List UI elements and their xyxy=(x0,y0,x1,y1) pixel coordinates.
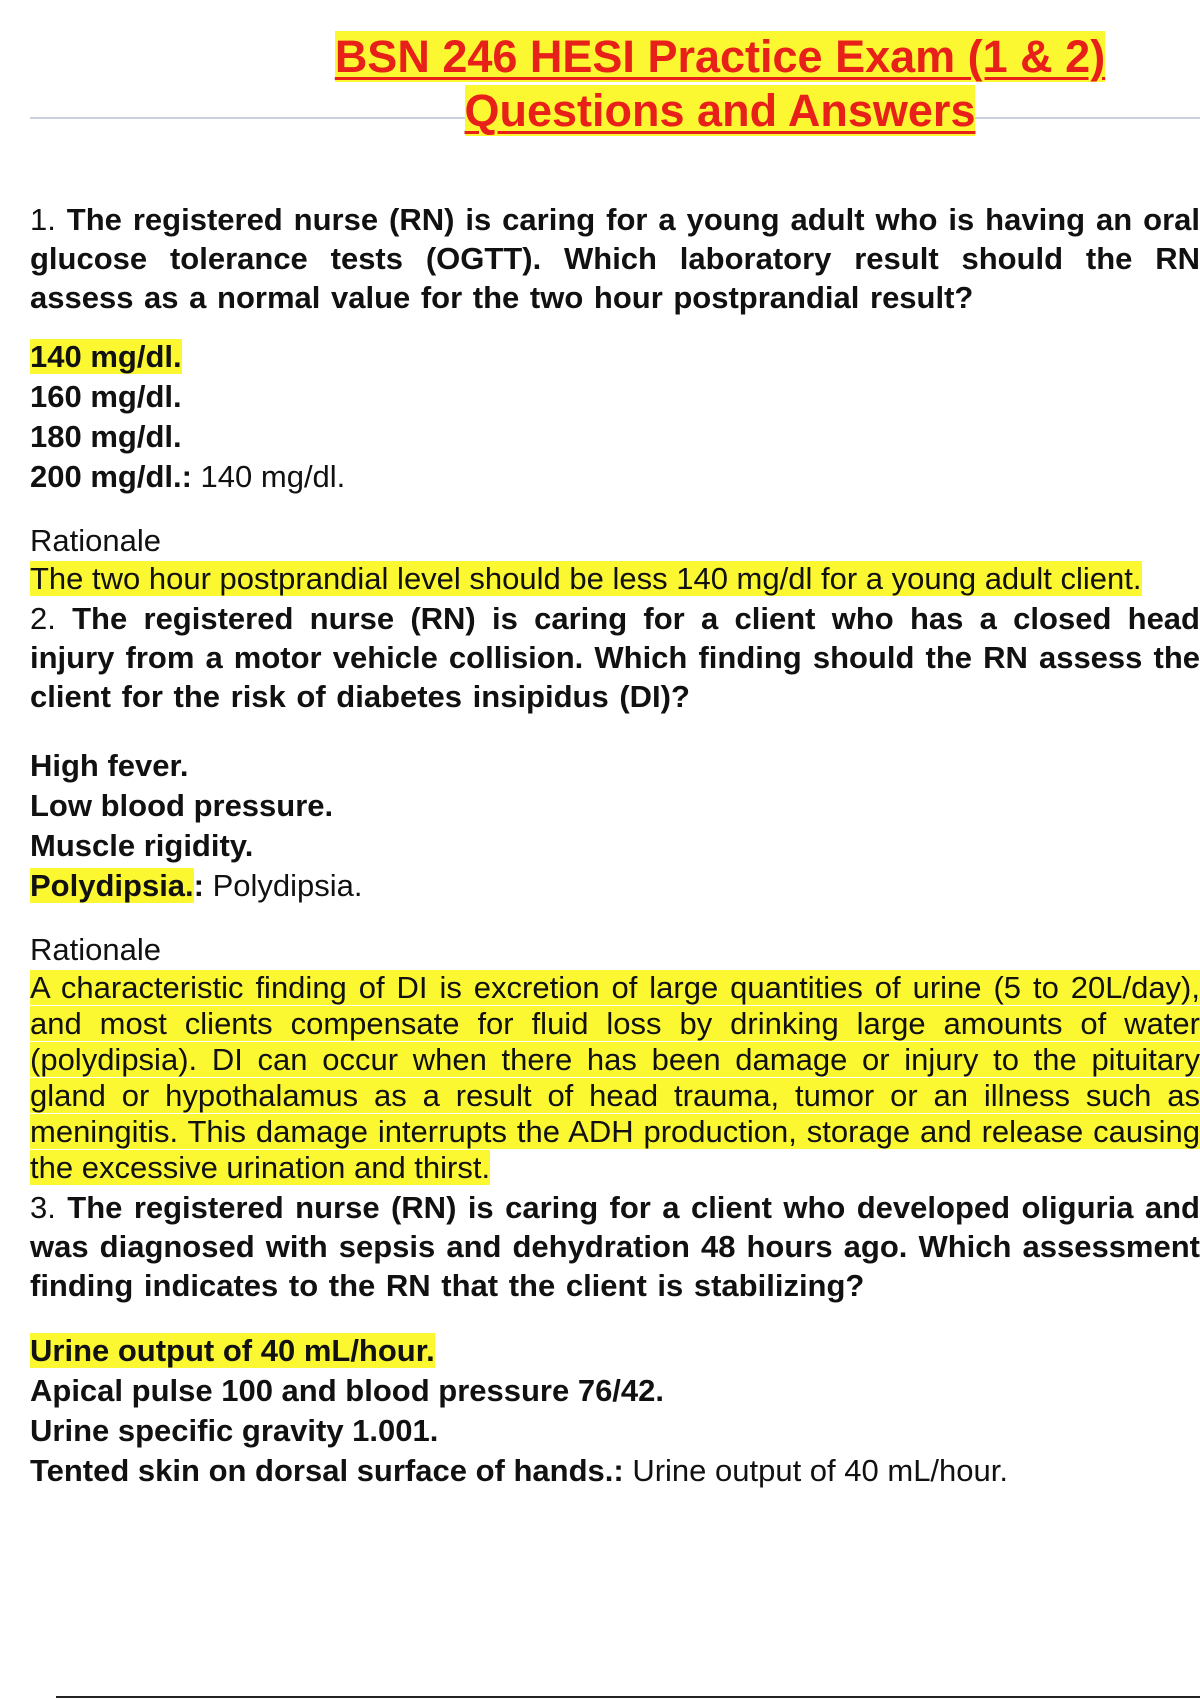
rationale-text xyxy=(30,970,1200,1186)
document-title xyxy=(240,30,1200,138)
rationale-highlight: The two hour postprandial level should be less 140 mg/dl for a young adult client. xyxy=(30,561,1142,596)
question-3 xyxy=(30,1188,1200,1305)
option-item xyxy=(30,746,1200,786)
option-text: High fever. xyxy=(30,748,189,783)
answer-separator: : xyxy=(193,868,213,903)
option-text: 180 mg/dl. xyxy=(30,419,182,454)
question-number: 2. xyxy=(30,601,56,636)
option-item xyxy=(30,1411,1200,1451)
option-item xyxy=(30,337,1200,377)
question-1 xyxy=(30,200,1200,317)
question-text: The registered nurse (RN) is caring for a client who developed oliguria and was diagnosed with sepsis and dehydration 48 hours ago. Which assessment finding indicates to the RN that the client is stabilizing? xyxy=(30,1190,1200,1303)
rationale-text xyxy=(30,561,1200,597)
answer-text: 140 mg/dl. xyxy=(200,459,346,494)
option-text: Low blood pressure. xyxy=(30,788,334,823)
option-item xyxy=(30,1451,1200,1491)
rationale-highlight: A characteristic finding of DI is excretion of large quantities of urine (5 to 20L/day), and most clients compensate for fluid loss by drinking large amounts of water (polydipsia). DI can occur when there has been damage or injury to the pituitary gland or hypothalamus as a result of head trauma, tumor or an illness such as meningitis. This damage interrupts the ADH production, storage and release causing the excessive urination and thirst. xyxy=(30,970,1200,1185)
option-item xyxy=(30,417,1200,457)
option-text: Apical pulse 100 and blood pressure 76/42. xyxy=(30,1373,665,1408)
option-item xyxy=(30,866,1200,906)
question-text: The registered nurse (RN) is caring for a young adult who is having an oral glucose tolerance tests (OGTT). Which laboratory result should the RN assess as a normal value for the two hour postprandial result? xyxy=(30,202,1200,315)
title-line-1: BSN 246 HESI Practice Exam (1 & 2) xyxy=(334,31,1106,82)
answer-separator: : xyxy=(181,459,201,494)
question-2 xyxy=(30,599,1200,716)
title-line-2: Questions and Answers xyxy=(464,85,976,136)
answer-text: Urine output of 40 mL/hour. xyxy=(632,1453,1008,1488)
option-item xyxy=(30,1331,1200,1371)
option-item xyxy=(30,826,1200,866)
question-number: 1. xyxy=(30,202,56,237)
option-text: 200 mg/dl. xyxy=(30,459,182,494)
document-body xyxy=(30,200,1200,1491)
option-text: Tented skin on dorsal surface of hands. xyxy=(30,1453,614,1488)
option-text: Muscle rigidity. xyxy=(30,828,254,863)
answer-text: Polydipsia. xyxy=(212,868,363,903)
options-list xyxy=(30,337,1200,497)
option-item xyxy=(30,377,1200,417)
option-item xyxy=(30,1371,1200,1411)
answer-separator: : xyxy=(613,1453,633,1488)
footer-divider xyxy=(56,1696,1200,1698)
option-item xyxy=(30,786,1200,826)
rationale-label: Rationale xyxy=(30,523,161,558)
options-list xyxy=(30,746,1200,906)
question-text: The registered nurse (RN) is caring for a client who has a closed head injury from a motor vehicle collision. Which finding should the RN assess the client for the risk of diabetes insipidus (DI)? xyxy=(30,601,1200,714)
correct-option-highlight: Polydipsia. xyxy=(30,868,194,903)
option-text: Urine specific gravity 1.001. xyxy=(30,1413,439,1448)
option-text: 160 mg/dl. xyxy=(30,379,182,414)
rationale-label: Rationale xyxy=(30,932,161,967)
options-list xyxy=(30,1331,1200,1491)
correct-option-highlight: 140 mg/dl. xyxy=(30,339,182,374)
question-number: 3. xyxy=(30,1190,56,1225)
correct-option-highlight: Urine output of 40 mL/hour. xyxy=(30,1333,435,1368)
option-item xyxy=(30,457,1200,497)
